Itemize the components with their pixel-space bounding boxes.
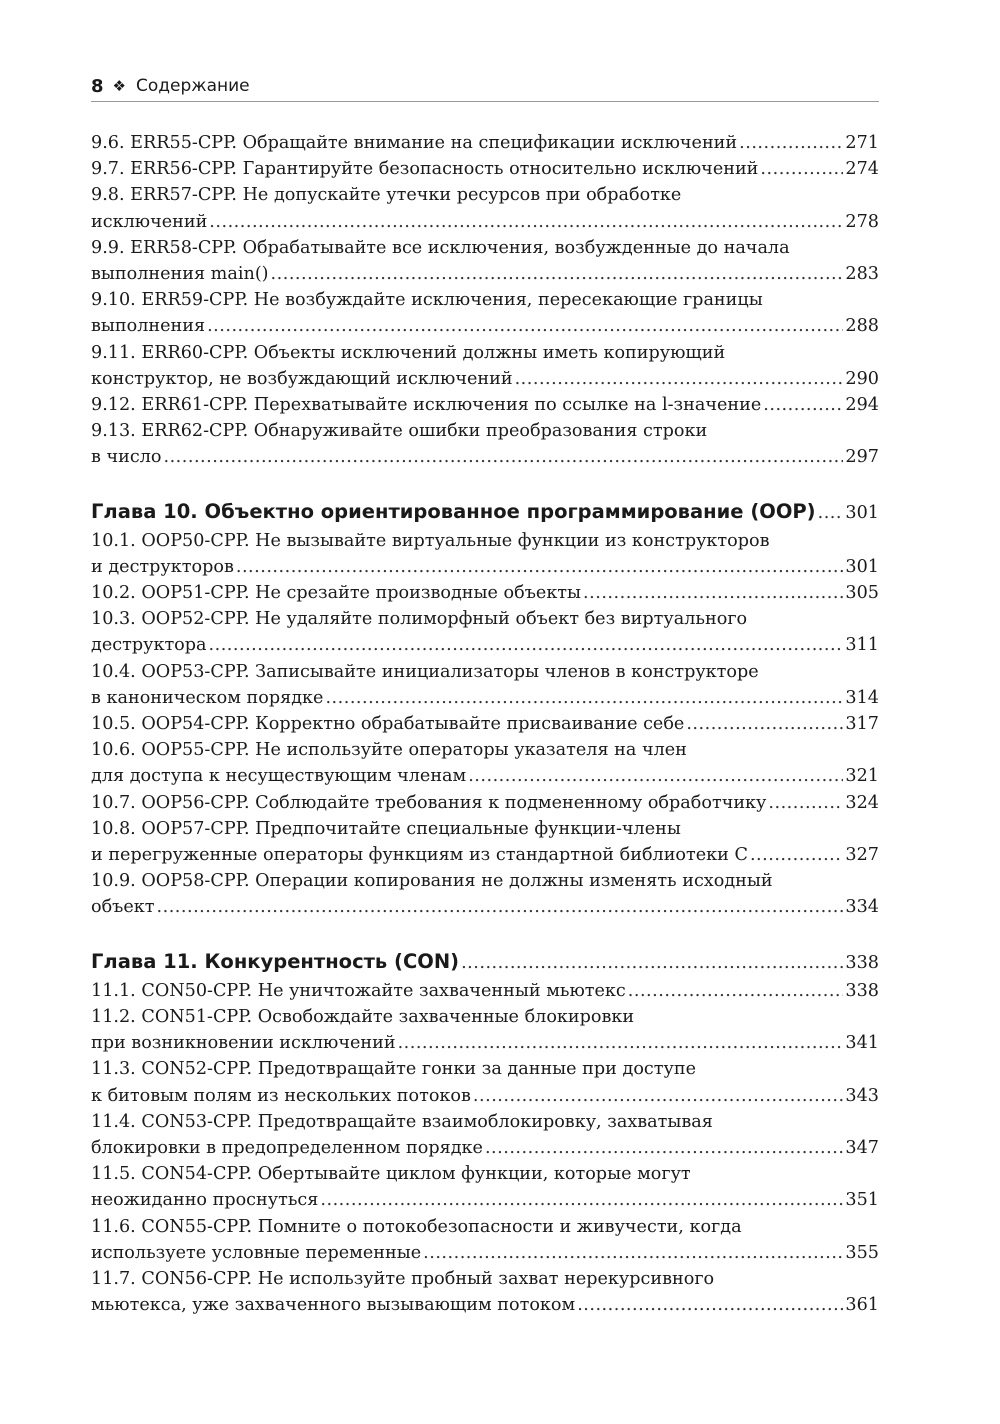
page-number: 8	[91, 75, 104, 97]
toc-entry-line	[91, 1109, 879, 1135]
toc-entry	[91, 287, 879, 339]
toc-entry-line	[91, 156, 879, 182]
toc-entry-line	[91, 444, 879, 470]
toc-page-number: 321	[845, 766, 879, 787]
toc-entry-text: 10.2. OOP51-CPP. Не срезайте производные объекты	[91, 583, 582, 604]
toc-entry-line	[91, 632, 879, 658]
toc-entry-text: для доступа к несуществующим членам	[91, 766, 467, 787]
dot-leader	[398, 1030, 844, 1056]
toc-entry-text: 9.7. ERR56-CPP. Гарантируйте безопасность относительно исключений	[91, 159, 759, 180]
toc-entry-line	[91, 235, 879, 261]
toc-entry-text: 10.4. OOP53-CPP. Записывайте инициализаторы членов в конструкторе	[91, 661, 759, 682]
toc-entry-line	[91, 209, 879, 235]
toc-entry	[91, 790, 879, 816]
toc-page-number: 301	[845, 556, 879, 577]
header-rule	[91, 101, 879, 102]
dot-leader	[739, 130, 843, 156]
toc-page-number: 314	[845, 687, 879, 708]
toc-entry-text: выполнения main()	[91, 264, 269, 285]
dot-leader	[485, 1135, 843, 1161]
toc-section	[91, 130, 879, 471]
toc-entry	[91, 1266, 879, 1318]
page-header	[91, 72, 878, 100]
toc-entry-line	[91, 868, 879, 894]
toc-entry	[91, 606, 879, 658]
toc-page-number: 327	[845, 845, 879, 866]
toc-entry-line	[91, 418, 879, 444]
toc-page-number: 288	[845, 316, 879, 337]
toc-entry-text: 9.10. ERR59-CPP. Не возбуждайте исключения, пересекающие границы	[91, 290, 763, 311]
toc-entry-text: 11.2. CON51-CPP. Освобождайте захваченные блокировки	[91, 1006, 635, 1027]
toc-page-number: 324	[845, 792, 879, 813]
toc-entry-line	[91, 1266, 879, 1292]
toc-entry	[91, 1161, 879, 1213]
toc-entry-line	[91, 978, 879, 1004]
dot-leader	[473, 1083, 843, 1109]
toc-entry-line	[91, 340, 879, 366]
toc-entry-text: конструктор, не возбуждающий исключений	[91, 368, 513, 389]
toc-entry-text: 9.13. ERR62-CPP. Обнаруживайте ошибки преобразования строки	[91, 421, 708, 442]
toc-entry-line	[91, 816, 879, 842]
diamond-separator-icon: ❖	[112, 77, 126, 95]
toc-entry-line	[91, 1187, 879, 1213]
toc-entry	[91, 340, 879, 392]
toc-entry-line	[91, 130, 879, 156]
toc-entry-line	[91, 313, 879, 339]
toc-page-number: 311	[845, 635, 879, 656]
dot-leader	[163, 444, 843, 470]
toc-entry-line	[91, 1004, 879, 1030]
chapter-page-number: 301	[845, 502, 879, 523]
toc-section	[91, 947, 879, 1319]
toc-entry	[91, 1004, 879, 1056]
chapter-title: Глава 11. Конкурентность (CON)	[91, 949, 460, 973]
dot-leader	[686, 711, 843, 737]
toc-entry-text: в число	[91, 447, 162, 468]
toc-entry-line	[91, 685, 879, 711]
toc-entry-text: объект	[91, 897, 155, 918]
toc-entry-line	[91, 392, 879, 418]
toc-entry-line	[91, 894, 879, 920]
toc-page-number: 317	[845, 714, 879, 735]
toc-entry	[91, 868, 879, 920]
toc-entry-line	[91, 261, 879, 287]
dot-leader	[768, 790, 843, 816]
chapter-title: Глава 10. Объектно ориентированное программирование (OOP)	[91, 499, 816, 523]
toc-entry-text: блокировки в предопределенном порядке	[91, 1137, 483, 1158]
dot-leader	[583, 580, 843, 606]
toc-entry-line	[91, 790, 879, 816]
toc-entry	[91, 737, 879, 789]
toc-page-number: 278	[845, 211, 879, 232]
dot-leader	[515, 366, 844, 392]
toc-entry	[91, 392, 879, 418]
toc-entry-text: 9.11. ERR60-CPP. Объекты исключений должны иметь копирующий	[91, 342, 726, 363]
toc-entry	[91, 418, 879, 470]
toc-entry	[91, 659, 879, 711]
dot-leader	[628, 978, 844, 1004]
toc-entry-text: 10.5. OOP54-CPP. Корректно обрабатывайте присваивание себе	[91, 714, 685, 735]
toc-page-number: 341	[845, 1033, 879, 1054]
toc-entry-text: 10.6. OOP55-CPP. Не используйте операторы указателя на член	[91, 740, 687, 761]
toc-entry-text: в каноническом порядке	[91, 687, 324, 708]
dot-leader	[209, 632, 844, 658]
toc-entry	[91, 1056, 879, 1108]
toc-entry-text: используете условные переменные	[91, 1242, 422, 1263]
toc-entry-text: выполнения	[91, 316, 206, 337]
toc-page-number: 271	[845, 133, 879, 153]
toc-entry-line	[91, 1135, 879, 1161]
toc-entry-line	[91, 366, 879, 392]
toc-entry-text: 10.7. OOP56-CPP. Соблюдайте требования к подмененному обработчику	[91, 792, 767, 813]
toc-entry-text: 11.1. CON50-CPP. Не уничтожайте захваченный мьютекс	[91, 980, 626, 1001]
toc-entry-line	[91, 711, 879, 737]
toc-entry-text: 10.1. OOP50-CPP. Не вызывайте виртуальные функции из конструкторов	[91, 530, 770, 551]
toc-entry-line	[91, 659, 879, 685]
dot-leader	[577, 1292, 843, 1318]
toc-page-number: 351	[845, 1190, 879, 1211]
toc-page-number: 297	[845, 447, 879, 468]
toc-entry	[91, 182, 879, 234]
toc-page-number: 338	[845, 980, 879, 1001]
toc-entry	[91, 1214, 879, 1266]
toc-page-number: 347	[845, 1137, 879, 1158]
dot-leader	[750, 842, 843, 868]
toc-entry	[91, 580, 879, 606]
dot-leader	[236, 554, 844, 580]
toc-entry-line	[91, 554, 879, 580]
dot-leader	[157, 894, 844, 920]
toc-page-number: 355	[845, 1242, 879, 1263]
toc-entry-line	[91, 1056, 879, 1082]
toc-entry-line	[91, 606, 879, 632]
chapter-page-number: 338	[845, 952, 879, 973]
toc-page-number: 290	[845, 368, 879, 389]
toc-entry-text: 10.8. OOP57-CPP. Предпочитайте специальные функции-члены	[91, 818, 681, 839]
toc-entry-text: 11.3. CON52-CPP. Предотвращайте гонки за данные при доступе	[91, 1059, 696, 1080]
toc-entry-text: 11.7. CON56-CPP. Не используйте пробный захват нерекурсивного	[91, 1268, 715, 1289]
toc-entry-text: и перегруженные операторы функциям из стандартной библиотеки C	[91, 845, 748, 866]
toc-entry-line	[91, 580, 879, 606]
toc-entry-line	[91, 737, 879, 763]
toc-entry-text: 10.9. OOP58-CPP. Операции копирования не должны изменять исходный	[91, 871, 773, 892]
toc-entry-text: к битовым полям из нескольких потоков	[91, 1085, 471, 1106]
dot-leader	[468, 763, 843, 789]
toc-entry-line	[91, 842, 879, 868]
toc-entry	[91, 130, 879, 156]
toc-entry-line	[91, 1030, 879, 1056]
dot-leader	[818, 498, 844, 528]
toc-page-number: 283	[845, 264, 879, 285]
toc-entry-line	[91, 1083, 879, 1109]
toc-page-number: 334	[845, 897, 879, 918]
dot-leader	[209, 209, 843, 235]
toc-entry-line	[91, 528, 879, 554]
toc-entry	[91, 156, 879, 182]
toc-page-number: 361	[845, 1295, 879, 1316]
dot-leader	[461, 948, 843, 978]
toc-entry	[91, 711, 879, 737]
dot-leader	[760, 156, 843, 182]
toc-entry-line	[91, 1161, 879, 1187]
dot-leader	[271, 261, 844, 287]
toc-section	[91, 497, 879, 921]
chapter-heading	[91, 497, 879, 528]
toc-entry-text: 10.3. OOP52-CPP. Не удаляйте полиморфный объект без виртуального	[91, 609, 748, 630]
toc-entry	[91, 1109, 879, 1161]
toc-entry-text: 11.4. CON53-CPP. Предотвращайте взаимоблокировку, захватывая	[91, 1111, 713, 1132]
toc-page-number: 274	[845, 159, 879, 180]
dot-leader	[320, 1187, 843, 1213]
chapter-heading	[91, 947, 879, 978]
toc-entry-text: 9.6. ERR55-CPP. Обращайте внимание на спецификации исключений	[91, 133, 738, 153]
toc-page-number: 343	[845, 1085, 879, 1106]
toc-entry	[91, 816, 879, 868]
dot-leader	[325, 685, 843, 711]
dot-leader	[207, 313, 843, 339]
dot-leader	[423, 1240, 843, 1266]
toc-entry	[91, 235, 879, 287]
toc-entry-text: 9.9. ERR58-CPP. Обрабатывайте все исключения, возбужденные до начала	[91, 237, 790, 258]
toc-entry-text: исключений	[91, 211, 208, 232]
running-title: Содержание	[135, 76, 250, 96]
toc-entry-text: 9.12. ERR61-CPP. Перехватывайте исключения по ссылке на l-значение	[91, 395, 762, 416]
toc-entry-line	[91, 1214, 879, 1240]
toc-entry	[91, 528, 879, 580]
toc-entry-text: неожиданно проснуться	[91, 1190, 319, 1211]
toc-entry-text: при возникновении исключений	[91, 1033, 396, 1054]
toc-entry-text: деструктора	[91, 635, 207, 656]
toc-page-number: 294	[845, 395, 879, 416]
toc-entry-line	[91, 287, 879, 313]
dot-leader	[763, 392, 843, 418]
toc-entry-text: и деструкторов	[91, 556, 234, 577]
toc-entry-text: 9.8. ERR57-CPP. Не допускайте утечки ресурсов при обработке	[91, 185, 682, 206]
toc-entry-text: мьютекса, уже захваченного вызывающим потоком	[91, 1295, 576, 1316]
toc-entry-line	[91, 763, 879, 789]
toc-entry-text: 11.6. CON55-CPP. Помните о потокобезопасности и живучести, когда	[91, 1216, 742, 1237]
table-of-contents	[91, 130, 879, 1318]
toc-page-number: 305	[845, 583, 879, 604]
toc-entry-line	[91, 1240, 879, 1266]
toc-entry-line	[91, 182, 879, 208]
toc-entry-line	[91, 1292, 879, 1318]
toc-entry	[91, 978, 879, 1004]
toc-entry-text: 11.5. CON54-CPP. Обертывайте циклом функции, которые могут	[91, 1164, 691, 1185]
